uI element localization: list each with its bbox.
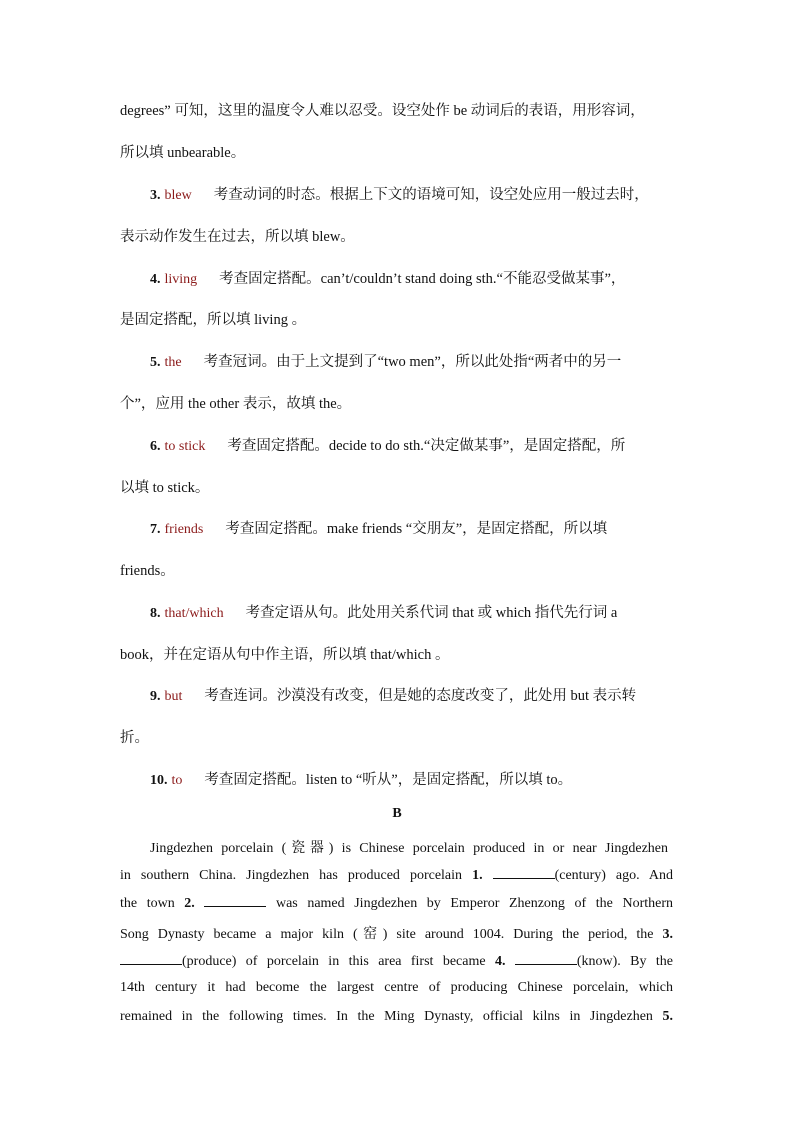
blank-number: 4.: [494, 954, 506, 969]
answer-text: to: [171, 773, 183, 788]
explanation-text: 是固定搭配，所以填 living 。: [120, 312, 307, 328]
explanation-text: 考查动词的时态。根据上下文的语境可知，设空处应用一般过去时，: [213, 187, 649, 203]
blank-number: 3.: [662, 927, 673, 942]
answer-text: blew: [164, 188, 192, 203]
answer-blank: [204, 894, 266, 907]
passage-line: (produce) of porcelain in this area first became 4. (know). By the: [120, 952, 673, 970]
answer-text: to stick: [164, 439, 206, 454]
passage-line: 14th century it had become the largest centre of producing Chinese porcelain, which: [120, 980, 673, 995]
explanation-line: [120, 478, 675, 498]
answer-item: [150, 269, 705, 290]
answer-text: but: [164, 689, 183, 704]
blank-number: 2.: [184, 896, 195, 911]
explanation-text: 考查固定搭配。make friends “交朋友”，是固定搭配，所以填: [225, 521, 608, 537]
explanation-text: 考查固定搭配。listen to “听从”，是固定搭配，所以填 to。: [204, 772, 573, 788]
answer-text: the: [164, 355, 182, 370]
blank-number: 1.: [472, 868, 483, 883]
explanation-text: 表示动作发生在过去，所以填 blew。: [120, 229, 355, 245]
explanation-line: [120, 227, 675, 247]
passage-line: the town 2. was named Jingdezhen by Emperor Zhenzong of the Northern: [120, 896, 673, 911]
item-number: 8.: [150, 606, 161, 621]
item-number: 3.: [150, 188, 161, 203]
item-number: 7.: [150, 522, 161, 537]
explanation-line: [120, 394, 675, 414]
explanation-text: 以填 to stick。: [120, 480, 210, 496]
explanation-text: friends。: [120, 563, 175, 579]
explanation-line: [120, 101, 675, 121]
explanation-text: 个”，应用 the other 表示，故填 the。: [120, 396, 352, 412]
answer-item: [150, 352, 705, 373]
explanation-line: [120, 728, 675, 748]
answer-item: [150, 436, 705, 457]
answer-text: that/which: [164, 606, 224, 621]
answer-item: [150, 686, 705, 707]
explanation-text: book，并在定语从句中作主语，所以填 that/which 。: [120, 647, 450, 663]
explanation-text: 考查定语从句。此处用关系代词 that 或 which 指代先行词 a: [245, 605, 618, 621]
explanation-text: 考查连词。沙漠没有改变，但是她的态度改变了，此处用 but 表示转: [204, 688, 637, 704]
answer-item: [150, 603, 705, 624]
answer-blank: [493, 866, 555, 879]
explanation-text: 折。: [120, 730, 149, 746]
explanation-line: [120, 645, 675, 665]
explanation-text: degrees” 可知，这里的温度令人难以忍受。设空处作 be 动词后的表语，用形容词，: [120, 103, 645, 119]
section-title: B: [392, 806, 402, 821]
answer-item: [150, 185, 705, 206]
explanation-line: [120, 561, 675, 581]
explanation-line: [120, 143, 675, 163]
item-number: 9.: [150, 689, 161, 704]
answer-item: [150, 770, 705, 791]
explanation-text: 考查固定搭配。can’t/couldn’t stand doing sth.“不能忍受做某事”，: [219, 271, 626, 287]
answer-text: friends: [164, 522, 204, 537]
passage-line: Song Dynasty became a major kiln (窑) site around 1004. During the period, the 3.: [120, 927, 673, 942]
item-number: 5.: [150, 355, 161, 370]
item-number: 10.: [150, 773, 168, 788]
item-number: 4.: [150, 272, 161, 287]
answer-blank: [120, 952, 182, 965]
passage-line: in southern China. Jingdezhen has produced porcelain 1. (century) ago. And: [120, 868, 674, 883]
answer-text: living: [164, 272, 198, 287]
passage-line: remained in the following times. In the Ming Dynasty, official kilns in Jingdezhen 5.: [120, 1009, 673, 1024]
explanation-text: 考查冠词。由于上文提到了“two men”，所以此处指“两者中的另一: [203, 354, 622, 370]
item-number: 6.: [150, 439, 161, 454]
explanation-line: [120, 310, 675, 330]
passage-line: Jingdezhen porcelain (瓷器) is Chinese porcelain produced in or near Jingdezhen: [150, 841, 668, 856]
explanation-text: 所以填 unbearable。: [120, 145, 246, 161]
answer-item: [150, 519, 705, 540]
blank-number: 5.: [662, 1009, 673, 1024]
explanation-text: 考查固定搭配。decide to do sth.“决定做某事”，是固定搭配，所: [227, 438, 626, 454]
answer-blank: [515, 952, 577, 965]
